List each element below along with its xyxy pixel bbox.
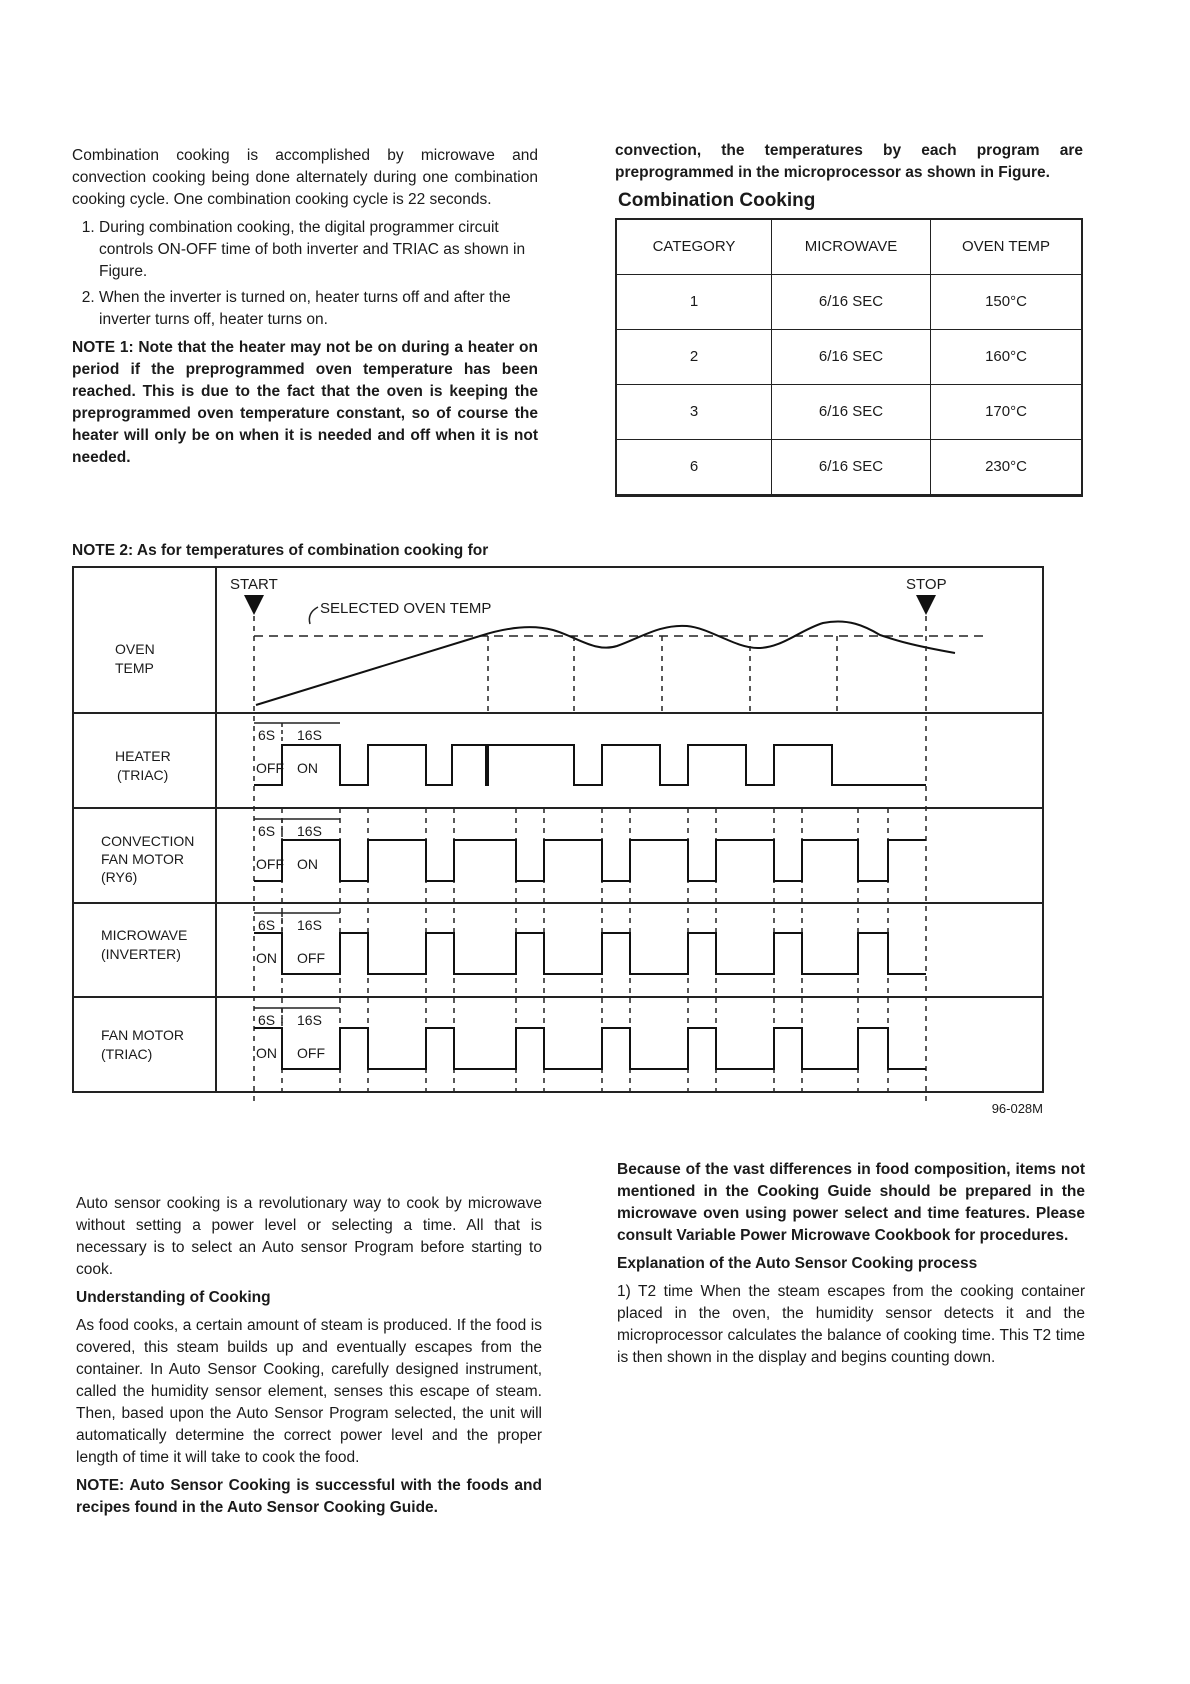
oven-temp-label: OVEN: [115, 641, 155, 657]
table-cell: 3: [616, 385, 772, 440]
combination-cooking-table: [615, 218, 1083, 497]
microwave-label: (INVERTER): [101, 946, 181, 962]
t2-time-item: 1) T2 time When the steam escapes from the cooking container placed in the oven, the humidity sensor detects it and the microprocessor calculates the balance of cooking time. This T2 time is then shown in the display and begins counting down.: [617, 1283, 1085, 1366]
state-second-label: OFF: [297, 1045, 325, 1061]
leader-line: [309, 607, 318, 624]
oven-temp-label: TEMP: [115, 660, 154, 676]
table-cell: 6/16 SEC: [772, 385, 931, 440]
period-short-label: 6S: [258, 917, 276, 933]
table-cell: 170°C: [931, 385, 1083, 440]
stop-arrow-icon: [916, 595, 936, 615]
table-row: [616, 275, 1082, 330]
convection-label: FAN MOTOR: [101, 851, 184, 867]
top-right-column: [615, 140, 1083, 497]
state-first-label: ON: [256, 950, 277, 966]
header-category: CATEGORY: [616, 219, 772, 275]
sensor-intro: Auto sensor cooking is a revolutionary way to cook by microwave without setting a power level or selecting a time. All that is necessary is to select an Auto sensor Program before starting to cook.: [76, 1195, 542, 1278]
heater-label: (TRIAC): [117, 767, 169, 783]
table-cell: 230°C: [931, 440, 1083, 496]
period-annotations: [254, 723, 340, 1061]
table-cell: 6: [616, 440, 772, 496]
period-long-label: 16S: [297, 727, 322, 743]
understanding-heading: Understanding of Cooking: [76, 1289, 271, 1306]
convection-waveform: [254, 840, 926, 881]
sensor-note: NOTE: Auto Sensor Cooking is successful with the foods and recipes found in the Auto Sensor Cooking Guide.: [76, 1477, 542, 1516]
period-short-label: 6S: [258, 823, 276, 839]
guide-lines: [282, 808, 888, 1092]
table-title: Combination Cooking: [618, 190, 816, 211]
period-long-label: 16S: [297, 1012, 322, 1028]
state-second-label: ON: [297, 760, 318, 776]
period-short-label: 6S: [258, 1012, 276, 1028]
temperature-curve: [256, 621, 955, 705]
table-cell: 6/16 SEC: [772, 275, 931, 330]
start-label: START: [230, 576, 278, 593]
bottom-right-column: [617, 1159, 1085, 1375]
waveforms: [254, 745, 926, 1069]
header-microwave: MICROWAVE: [772, 219, 931, 275]
explanation-heading: Explanation of the Auto Sensor Cooking process: [617, 1255, 978, 1272]
numbered-list: [72, 217, 538, 331]
diagram-frame: [73, 567, 1043, 1092]
note-1: NOTE 1: Note that the heater may not be on during a heater on period if the preprogrammed oven temperature has been reached. This is due to the fact that the oven is keeping the preprogrammed oven temperature constant, so of course the heater will only be on when it is needed and off when it is not needed.: [72, 339, 538, 466]
period-short-label: 6S: [258, 727, 276, 743]
heater-waveform: [254, 745, 926, 785]
top-left-column: [72, 145, 538, 475]
bottom-left-column: [76, 1193, 542, 1525]
table-cell: 1: [616, 275, 772, 330]
convection-label: (RY6): [101, 869, 138, 885]
fan-motor-label: FAN MOTOR: [101, 1027, 184, 1043]
fan-motor-label: (TRIAC): [101, 1046, 153, 1062]
table-cell: 160°C: [931, 330, 1083, 385]
table-cell: 6/16 SEC: [772, 440, 931, 496]
understanding-body: As food cooks, a certain amount of steam is produced. If the food is covered, this steam builds up and eventually escapes from the container. In Auto Sensor Cooking, carefully designed instrument, called the humidity sensor element, senses this escape of steam. Then, based upon the Auto Sensor Program selected, the unit will automatically determine the correct power level and the proper length of time it will take to cook the food.: [76, 1317, 542, 1466]
table-row: [616, 330, 1082, 385]
period-long-label: 16S: [297, 823, 322, 839]
figure-id: 96-028M: [991, 1101, 1043, 1116]
list-item: 1. During combination cooking, the digital programmer circuit controls ON-OFF time of both inverter and TRIAC as shown in Figure.: [99, 217, 538, 283]
table-cell: 2: [616, 330, 772, 385]
guide-lines: [254, 616, 926, 1103]
state-second-label: ON: [297, 856, 318, 872]
continuation-paragraph: convection, the temperatures by each program are preprogrammed in the microprocessor as shown in Figure.: [615, 142, 1083, 181]
note-2: NOTE 2: As for temperatures of combination cooking for: [72, 542, 489, 559]
table-header-row: [616, 219, 1082, 275]
start-arrow-icon: [244, 595, 264, 615]
timing-diagram: [0, 560, 1190, 1120]
list-item: 2. When the inverter is turned on, heater turns off and after the inverter turns off, heater turns on.: [99, 287, 538, 331]
period-long-label: 16S: [297, 917, 322, 933]
table-row: [616, 385, 1082, 440]
differences-paragraph: Because of the vast differences in food composition, items not mentioned in the Cooking Guide should be prepared in the microwave oven using power select and time features. Please consult Variable Power Microwave Cookbook for procedures.: [617, 1161, 1085, 1244]
table-row: [616, 440, 1082, 496]
header-oven-temp: OVEN TEMP: [931, 219, 1083, 275]
row-labels: [101, 641, 194, 1062]
state-first-label: ON: [256, 1045, 277, 1061]
state-first-label: OFF: [256, 856, 284, 872]
heater-label: HEATER: [115, 748, 171, 764]
table-cell: 6/16 SEC: [772, 330, 931, 385]
stop-label: STOP: [906, 576, 947, 593]
microwave-label: MICROWAVE: [101, 927, 188, 943]
table-cell: 150°C: [931, 275, 1083, 330]
fan-motor-waveform: [254, 1028, 926, 1069]
state-first-label: OFF: [256, 760, 284, 776]
convection-label: CONVECTION: [101, 833, 195, 849]
intro-paragraph: Combination cooking is accomplished by microwave and convection cooking being done alternately during one combination cooking cycle. One combination cooking cycle is 22 seconds.: [72, 147, 538, 208]
microwave-waveform: [254, 933, 926, 974]
state-second-label: OFF: [297, 950, 325, 966]
selected-temp-label: SELECTED OVEN TEMP: [320, 600, 492, 617]
